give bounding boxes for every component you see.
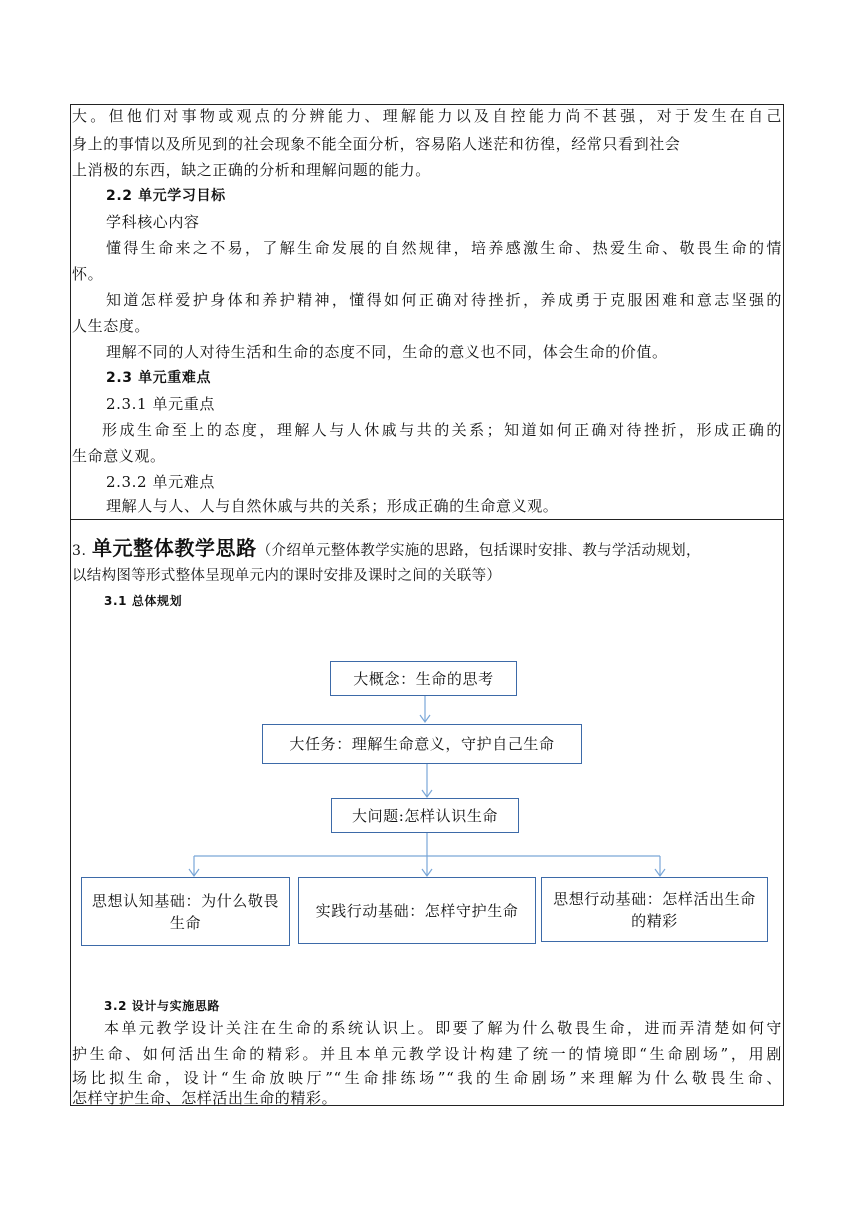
key-points-line-2: 生命意义观。 bbox=[72, 447, 166, 465]
goal2-line-2: 人生态度。 bbox=[72, 317, 151, 335]
difficulty: 理解人与人、人与自然休戚与共的关系；形成正确的生命意义观。 bbox=[106, 497, 559, 515]
big-task-box: 大任务：理解生命意义，守护自己生命 bbox=[262, 724, 582, 764]
heading-3-2: 3.2 设计与实施思路 bbox=[104, 999, 221, 1013]
section3-number: 3. bbox=[72, 543, 87, 559]
goal1-line-2: 怀。 bbox=[72, 265, 104, 283]
design-line-1: 本单元教学设计关注在生命的系统认识上。即要了解为什么敬畏生命，进而弄清楚如何守 bbox=[104, 1019, 782, 1037]
big-concept-box: 大概念：生命的思考 bbox=[330, 661, 517, 696]
goal1-line-1: 懂得生命来之不易，了解生命发展的自然规律，培养感激生命、热爱生命、敬畏生命的情 bbox=[106, 239, 782, 257]
branch-box-1: 思想认知基础：为什么敬畏生命 bbox=[81, 877, 290, 946]
section3-note-2: 以结构图等形式整体呈现单元内的课时安排及课时之间的关联等） bbox=[72, 568, 502, 584]
design-line-4: 怎样守护生命、怎样活出生命的精彩。 bbox=[72, 1090, 338, 1106]
section3-note-1: （介绍单元整体教学实施的思路，包括课时安排、教与学活动规划， bbox=[256, 543, 701, 559]
heading-3-1: 3.1 总体规划 bbox=[104, 594, 183, 608]
heading-2-2: 2.2 单元学习目标 bbox=[106, 188, 226, 204]
intro-line-3: 上消极的东西，缺之正确的分析和理解问题的能力。 bbox=[72, 161, 431, 179]
section3-title: 单元整体教学思路 bbox=[91, 536, 257, 560]
heading-2-3-2: 2.3.2 单元难点 bbox=[106, 473, 215, 491]
goal3: 理解不同的人对待生活和生命的态度不同，生命的意义也不同，体会生命的价值。 bbox=[106, 343, 668, 361]
goal2-line-1: 知道怎样爱护身体和养护精神，懂得如何正确对待挫折，养成勇于克服困难和意志坚强的 bbox=[106, 291, 782, 309]
intro-line-2: 身上的事情以及所见到的社会现象不能全面分析，容易陷人迷茫和彷徨，经常只看到社会 bbox=[72, 135, 681, 153]
branch-box-3: 思想行动基础：怎样活出生命的精彩 bbox=[541, 877, 768, 942]
design-line-2: 护生命、如何活出生命的精彩。并且本单元教学设计构建了统一的情境即“生命剧场”，用剧 bbox=[72, 1045, 782, 1063]
big-question-box: 大问题:怎样认识生命 bbox=[331, 798, 519, 833]
core-content-label: 学科核心内容 bbox=[106, 213, 200, 231]
design-line-3: 场比拟生命，设计“生命放映厅”“生命排练场”“我的生命剧场”来理解为什么敬畏生命、 bbox=[72, 1069, 782, 1087]
heading-2-3-1: 2.3.1 单元重点 bbox=[106, 395, 215, 413]
branch-box-2: 实践行动基础：怎样守护生命 bbox=[298, 877, 536, 944]
heading-2-3: 2.3 单元重难点 bbox=[106, 370, 212, 386]
intro-line-1: 大。但他们对事物或观点的分辨能力、理解能力以及自控能力尚不甚强，对于发生在自己 bbox=[72, 107, 782, 125]
key-points-line-1: 形成生命至上的态度，理解人与人休戚与共的关系；知道如何正确对待挫折，形成正确的 bbox=[102, 421, 782, 439]
